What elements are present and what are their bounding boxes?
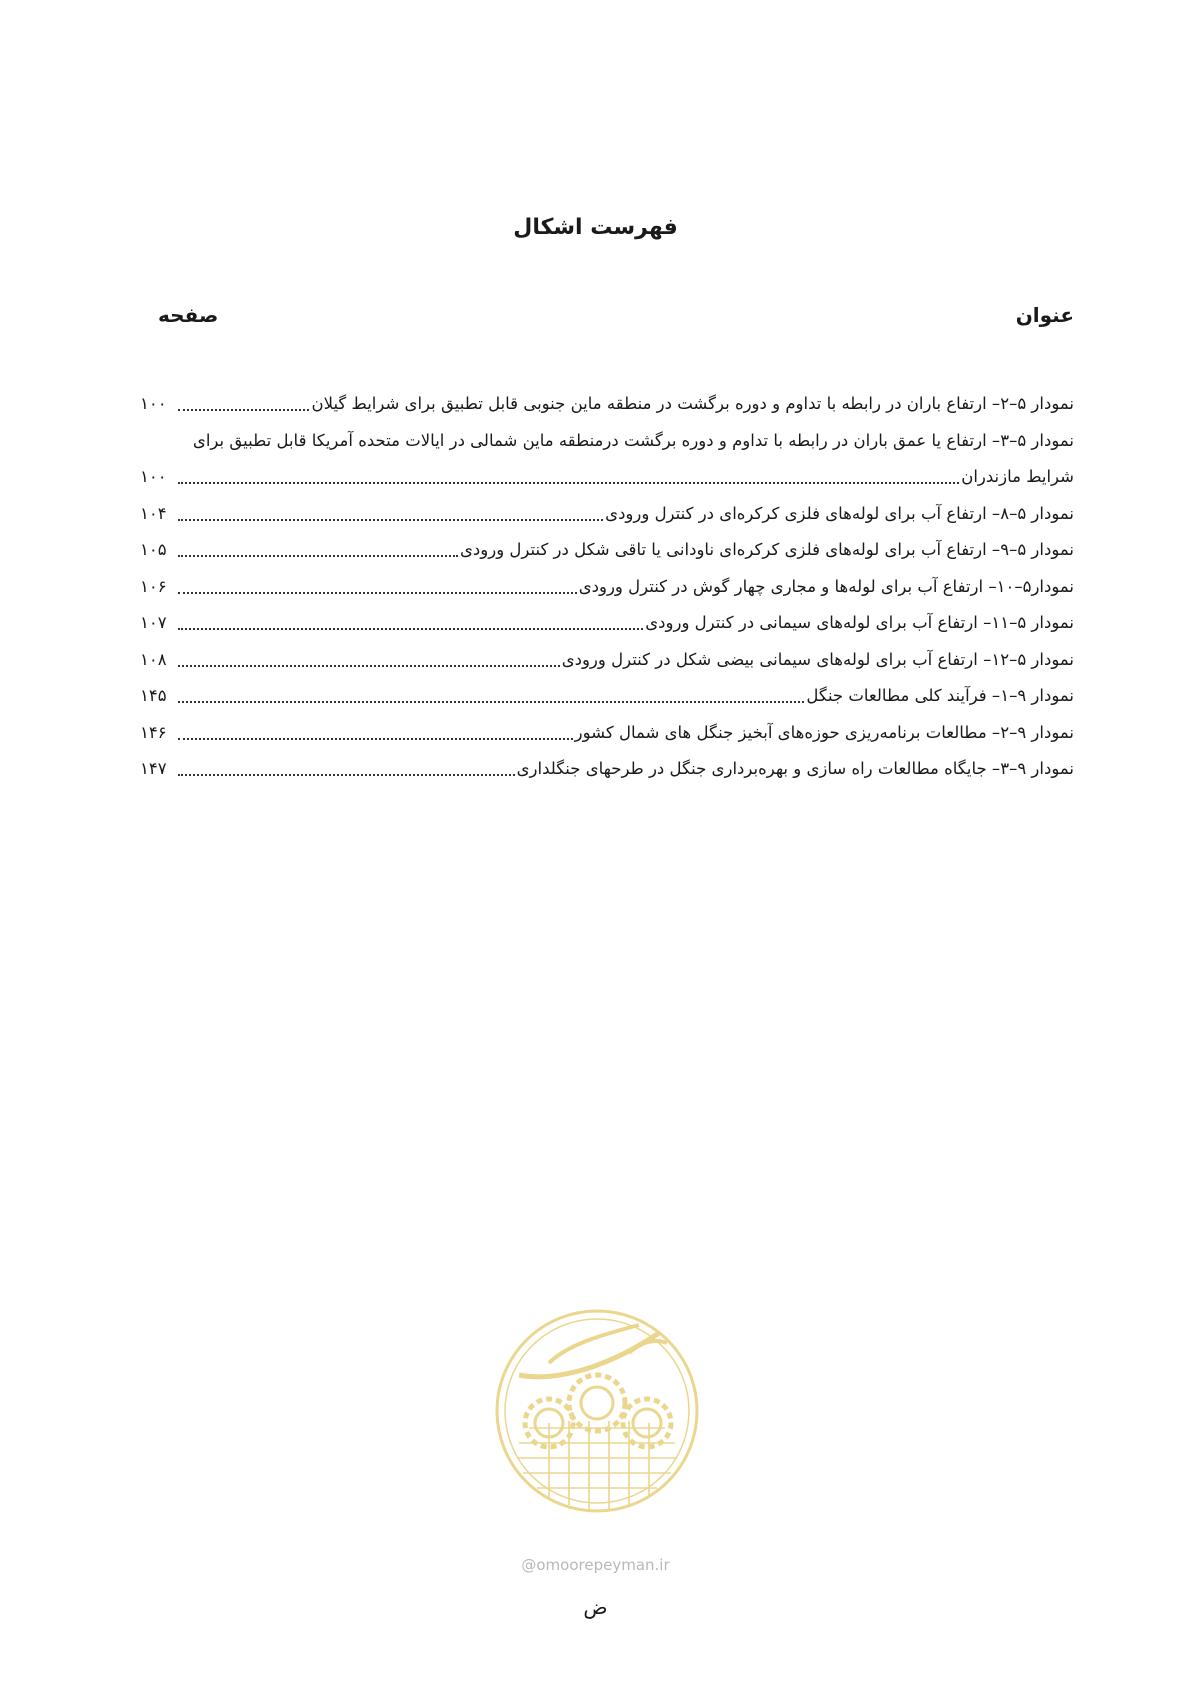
toc-entry-text: نمودار ۵–۳– ارتفاع یا عمق باران در رابطه با تداوم و دوره برگشت درمنطقه ماین شمالی در ایالات متحده آمریکا قابل تطبیق برای — [192, 430, 1074, 450]
toc-entry-page: ۱۴۷ — [140, 759, 167, 778]
page-number: ض — [583, 1595, 608, 1619]
toc-entry[interactable] — [140, 532, 1074, 569]
toc-entry[interactable] — [140, 751, 1074, 788]
table-of-figures — [140, 386, 1074, 788]
dot-leader — [178, 738, 573, 740]
toc-entry-text: نمودار۵–۱۰– ارتفاع آب برای لوله‌ها و مجاری چهار گوش در کنترل ورودی — [578, 576, 1074, 596]
dot-leader — [178, 774, 515, 776]
watermark-logo-icon — [489, 1303, 705, 1553]
toc-entry-page: ۱۰۷ — [140, 613, 167, 632]
dot-leader — [178, 701, 804, 703]
toc-entry[interactable] — [140, 678, 1074, 715]
dot-leader — [178, 482, 959, 484]
toc-entry-text: نمودار ۵–۱۱– ارتفاع آب برای لوله‌های سیمانی در کنترل ورودی — [645, 613, 1074, 632]
toc-entry[interactable] — [140, 423, 1074, 496]
toc-entry-text: نمودار ۵–۲– ارتفاع باران در رابطه با تداوم و دوره برگشت در منطقه ماین جنوبی قابل تطبیق برای شرایط گیلان — [311, 394, 1074, 413]
dot-leader — [178, 519, 603, 521]
toc-entry-text: نمودار ۵–۹– ارتفاع آب برای لوله‌های فلزی کرکره‌ای ناودانی یا تاقی شکل در کنترل ورودی — [460, 540, 1074, 559]
toc-entry-page: ۱۰۰ — [140, 394, 167, 413]
toc-entry-text-continued: شرایط مازندران — [961, 467, 1074, 486]
toc-entry-page: ۱۰۸ — [140, 649, 167, 669]
footer-website: @omoorepeyman.ir — [521, 1556, 670, 1574]
toc-entry[interactable] — [140, 386, 1074, 423]
toc-entry-page: ۱۰۰ — [140, 467, 167, 486]
toc-entry-page: ۱۰۴ — [140, 503, 167, 523]
dot-leader — [178, 409, 309, 411]
toc-entry[interactable] — [140, 605, 1074, 642]
dot-leader — [178, 628, 643, 630]
toc-entry[interactable] — [140, 496, 1074, 533]
toc-entry-text: نمودار ۹–۱– فرآیند کلی مطالعات جنگل — [806, 686, 1074, 705]
toc-entry-page: ۱۴۶ — [140, 722, 167, 742]
toc-entry[interactable] — [140, 715, 1074, 752]
dot-leader — [178, 665, 560, 667]
toc-entry[interactable] — [140, 569, 1074, 606]
column-header-title: عنوان — [1015, 303, 1074, 327]
toc-entry-page: ۱۰۶ — [140, 576, 167, 596]
dot-leader — [178, 592, 577, 594]
toc-entry-page: ۱۰۵ — [140, 540, 167, 559]
toc-entry-text: نمودار ۹–۲– مطالعات برنامه‌ریزی حوزه‌های آبخیز جنگل های شمال کشور — [574, 722, 1074, 742]
toc-entry-text: نمودار ۵–۸– ارتفاع آب برای لوله‌های فلزی کرکره‌ای در کنترل ورودی — [605, 503, 1074, 523]
column-header-page: صفحه — [158, 303, 219, 327]
toc-entry[interactable] — [140, 642, 1074, 679]
page-title: فهرست اشکال — [513, 215, 678, 240]
toc-entry-text: نمودار ۵–۱۲– ارتفاع آب برای لوله‌های سیمانی بیضی شکل در کنترل ورودی — [561, 649, 1074, 669]
toc-entry-page: ۱۴۵ — [140, 686, 167, 705]
dot-leader — [178, 555, 458, 557]
toc-entry-text: نمودار ۹–۳– جایگاه مطالعات راه سازی و بهره‌برداری جنگل در طرحهای جنگلداری — [516, 759, 1074, 778]
